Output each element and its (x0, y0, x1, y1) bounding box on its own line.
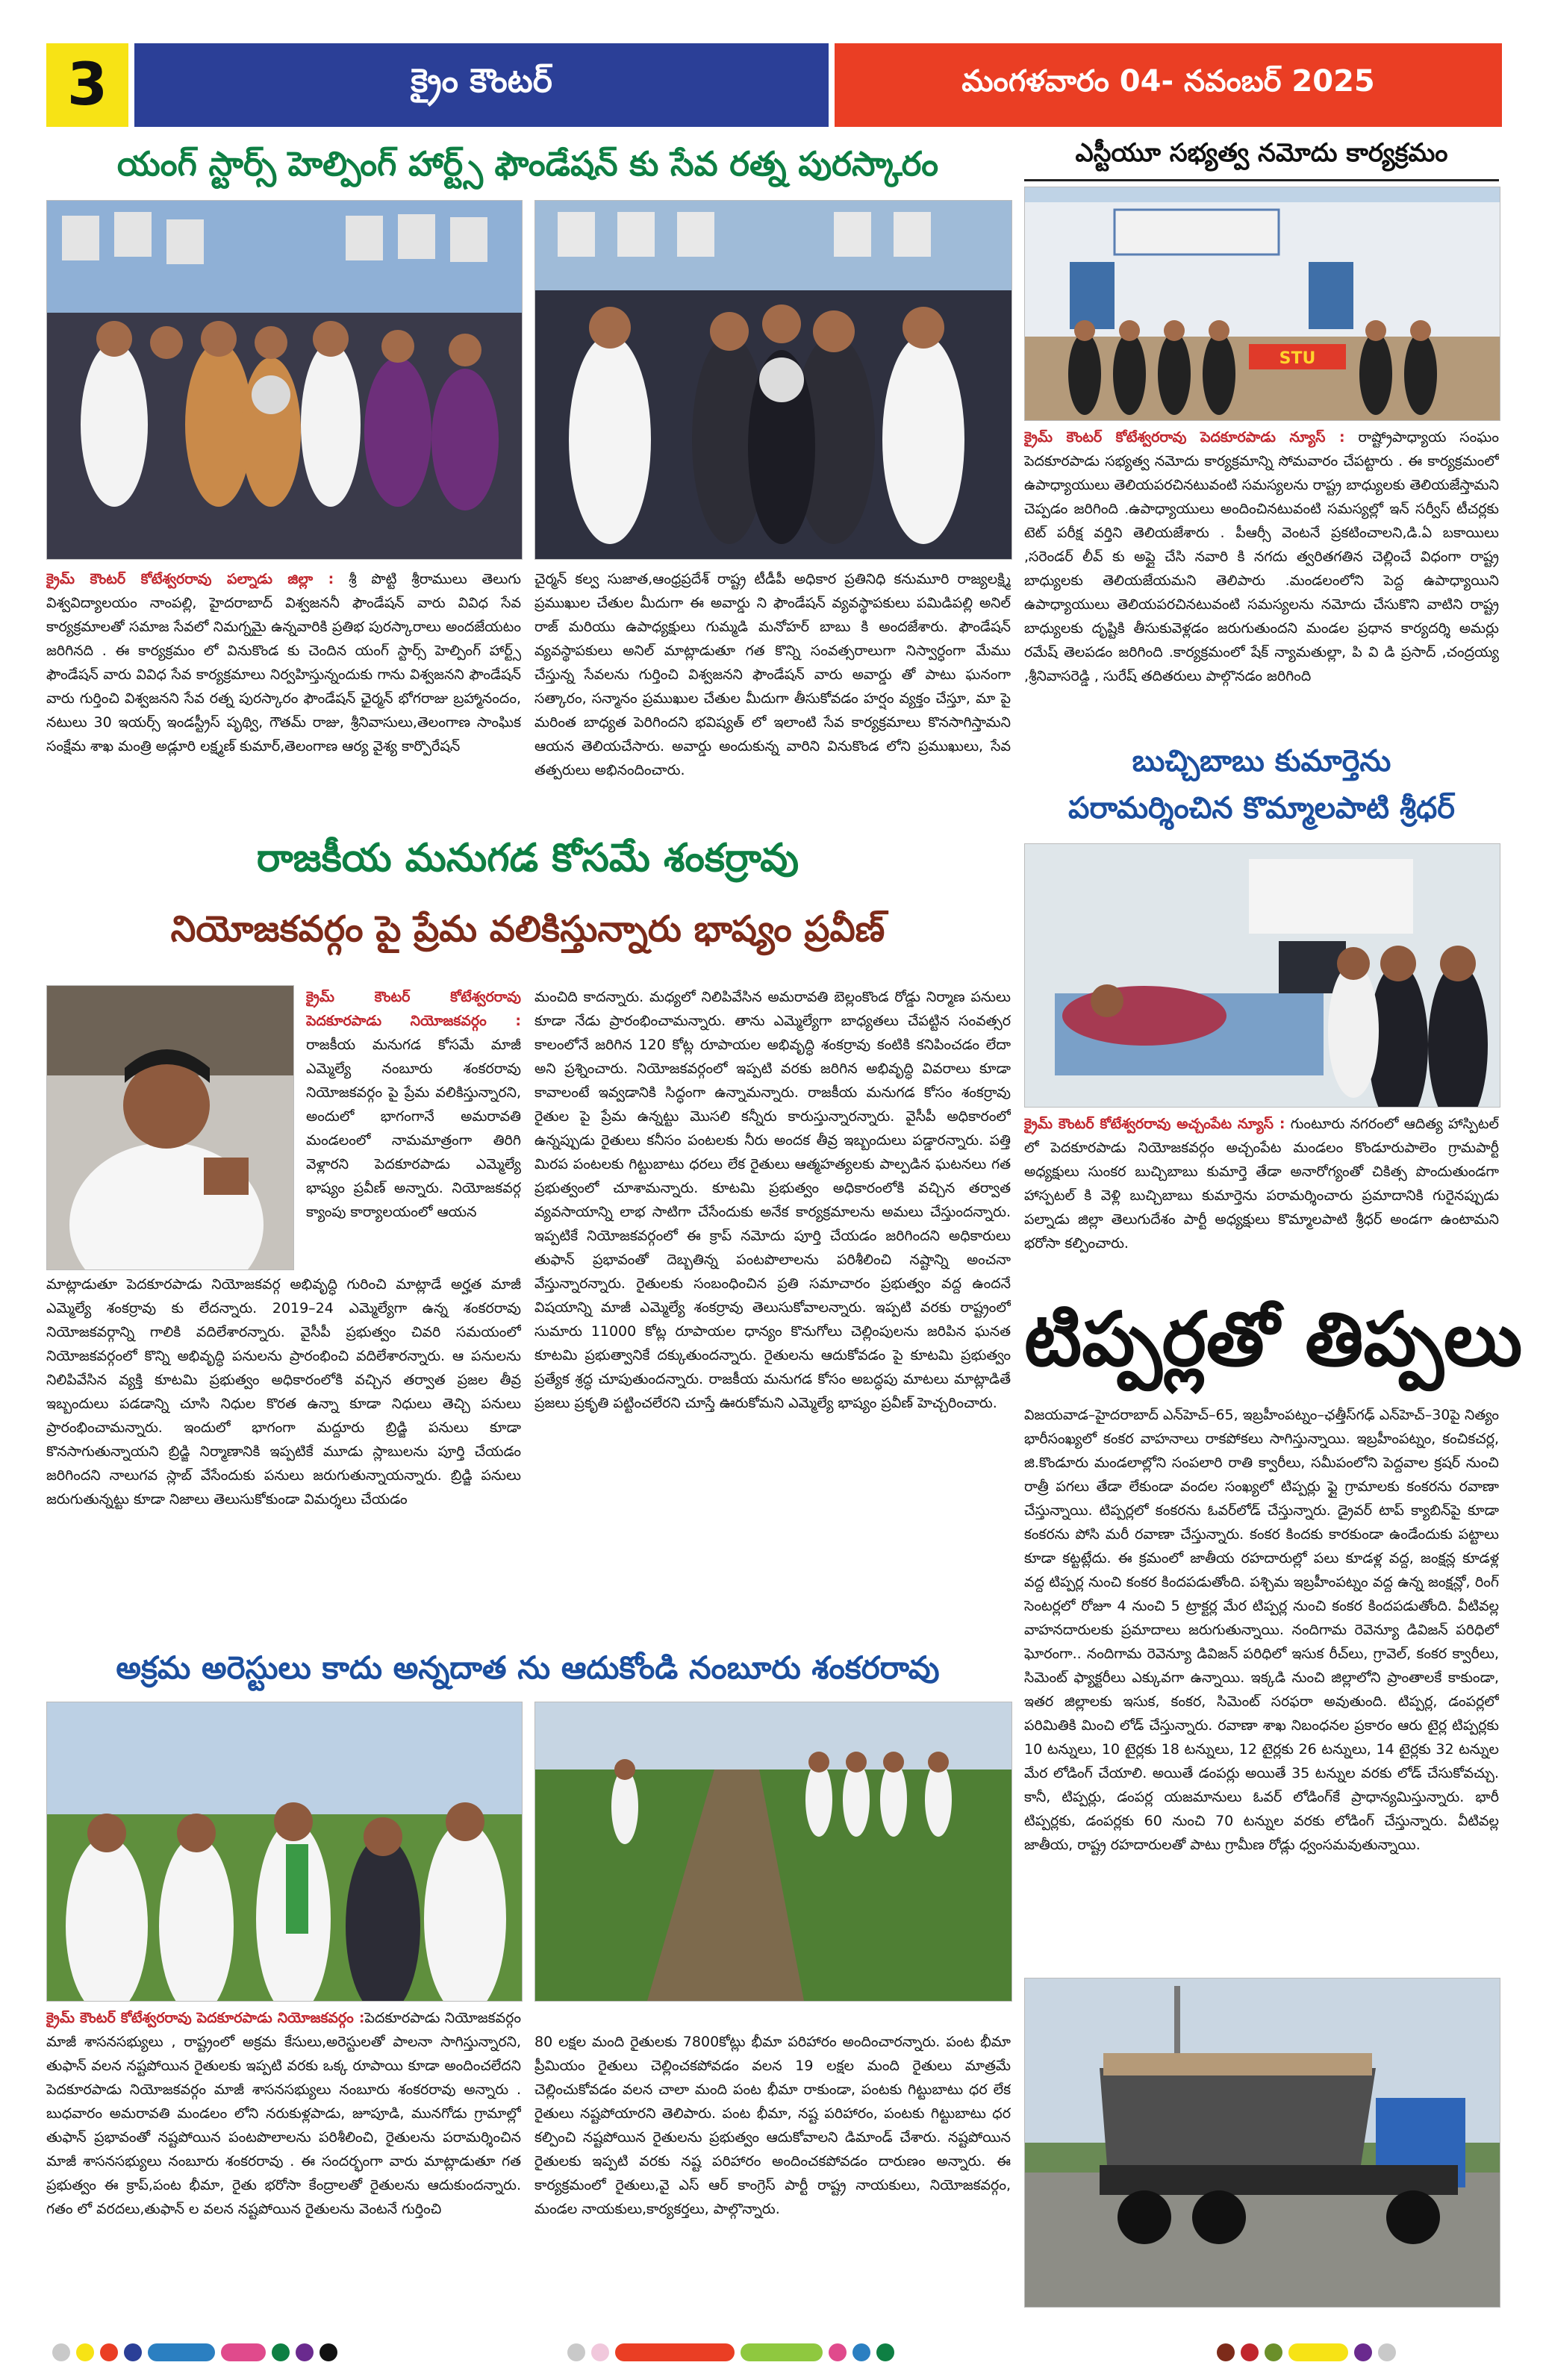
story5-photo (1024, 1978, 1500, 2308)
story2-text-body: రాష్ట్రోపాధ్యాయ సంఘం పెదకూరపాడు సభ్యత్వ నమోదు కార్యక్రమాన్ని సోమవారం చేపట్టారు . ఈ కార్యక్రమంలో ఉపాధ్యాయులు తెలియపరచినటువంటి సమస్యలను రాష్ట్ర బాధ్యులకు తెలియజేస్తామని చెప్పడం జరిగింది .ఉపాధ్యాయులు అందించినటువంటి సమస్యల్లో ఇన్ సర్వీస్ టీచర్లకు టెట్ పరీక్ష వర్తిని తెలియజేశారు . పీఆర్సీ వెంటనే ప్రకటించాలని,డి.ఏ బకాయిలు ,సరెండర్ లీవ్ కు అప్లై చేసి నవారి కి నగదు త్వరితగతిన చెల్లించే విధంగా రాష్ట్ర బాధ్యులకు తెలియజేయమని తెలిపారు .మండలంలోని పెద్ద ఉపాధ్యాయిని ఉపాధ్యాయులు తెలియపరచినటువంటి సమస్యలను నమోదు చేసుకొని వాటిని రాష్ట్ర బాధ్యులకు దృష్టికి తీసుకువెళ్లడం జరుగుతుందని మండల ప్రధాన కార్యదర్శి అమర్లు రమేష్ తెలపడం జరిగింది .కార్యక్రమంలో షేక్ న్యామతుల్లా, పి వి డి ప్రసాద్ ,చంద్రయ్య ,శ్రీనివాసరెడ్డి , సురేష్ తదితరులు పాల్గొనడం జరిగింది (1024, 429, 1499, 684)
story3-headline-line1: రాజకీయ మనుగడ కోసమే శంకర్రావు (256, 836, 799, 881)
footer-color-strip-center (567, 2343, 894, 2361)
footer-color-strip-left (52, 2343, 337, 2361)
masthead (46, 43, 1502, 127)
story4-byline: క్రైమ్ కౌంటర్ కోటేశ్వరరావు అచ్చంపేట న్యూస్ : (1024, 1116, 1285, 1132)
story3-col2-text: మంచిది కాదన్నారు. మధ్యలో నిలిపివేసిన అమరావతి బెల్లంకొండ రోడ్డు నిర్మాణ పనులు కూడా నేడు ప్రారంభించామన్నారు. తాను ఎమ్మెల్యేగా బాధ్యతలు చేపట్టిన సంవత్సర కాలంలోనే జరిగిన 120 కోట్ల రూపాయల అభివృద్ధి శంకర్రావు కంటికి కనిపించడం లేదా అని ప్రశ్నించారు. నియోజకవర్గంలో ఇప్పటి వరకు జరిగిన అభివృద్ధి వివరాలు కూడా కావాలంటే ఇవ్వడానికి సిద్ధంగా ఉన్నామన్నారు. రాజకీయ మనుగడ కోసం శంకర్రావు రైతుల పై ప్రేమ ఉన్నట్టు మొసలి కన్నీరు కారుస్తున్నారన్నారు. వైసీపీ అధికారంలో ఉన్నప్పుడు రైతులు కనీసం పంటలకు నీరు అందక తీవ్ర ఇబ్బందులు పడ్డారన్నారు. పత్తి మిరప పంటలకు గిట్టుబాటు ధరలు లేక రైతులు ఆత్మహత్యలకు పాల్పడిన ఘటనలు గత ప్రభుత్వంలో చూశామన్నారు. కూటమి ప్రభుత్వం అధికారంలోకి వచ్చిన తర్వాత వ్యవసాయాన్ని లాభ సాటిగా చేసేందుకు అనేక కార్యక్రమాలను అమలు చేస్తుందన్నారు. ఇప్పటికే నియోజకవర్గంలో ఈ క్రాప్ నమోదు పూర్తి చేయడం జరిగిందని అధికారులు తుఫాన్ ప్రభావంతో దెబ్బతిన్న పంటపొలాలను పరిశీలించి నష్టాన్ని అంచనా వేస్తున్నారన్నారు. రైతులకు సంబంధించిన ప్రతి సమాచారం ప్రభుత్వం వద్ద ఉందనే విషయాన్ని మాజీ ఎమ్మెల్యే శంకర్రావు తెలుసుకోవాలన్నారు. ఇప్పటి వరకు రాష్ట్రంలో సుమారు 11000 కోట్ల రూపాయల ధాన్యం కొనుగోలు చెల్లింపులను జరిపిన ఘనత కూటమి ప్రభుత్వానికే దక్కుతుందన్నారు. రైతులను ఆదుకోవడం పై కూటమి ప్రభుత్వం ప్రత్యేక శ్రద్ధ చూపుతుందన్నారు. రాజకీయ మనుగడ కోసం అబద్ధపు మాటలు మాట్లాడితే ప్రజలు ప్రకృతి పట్టించలేరని చూస్తే ఊరుకోమని ఎమ్మెల్యే భాష్యం ప్రవీణ్ హెచ్చరించారు. (534, 989, 1011, 1411)
story1-col1 (46, 567, 521, 821)
story3-col1-wrap (306, 985, 521, 1269)
mla-portrait-illustration (47, 986, 293, 1269)
story1-byline: క్రైమ్ కౌంటర్ కోటేశ్వరరావు పల్నాడు జిల్లా : (46, 571, 334, 587)
stu-banner-text: STU (1279, 349, 1316, 368)
story3-col1-wrap-text: రాజకీయ మనుగడ కోసమే మాజీ ఎమ్మెల్యే నంబూరు శంకరరావు నియోజకవర్గం పై ప్రేమ వలికిస్తున్నారని, అందులో భాగంగానే అమరావతి మండలంలో నామమాత్రంగా తిరిగి వెళ్లారని పెదకూరపాడు ఎమ్మెల్యే భాష్యం ప్రవీణ్ అన్నారు. నియోజకవర్గ క్యాంపు కార్యాలయంలో ఆయన (306, 1037, 521, 1220)
dateline: మంగళవారం 04- నవంబర్ 2025 (835, 43, 1502, 127)
story6-byline: క్రైమ్ కౌంటర్ కోటేశ్వరరావు పెదకూరపాడు నియోజకవర్గం : (46, 2010, 365, 2026)
story3-col1-full-text: మాట్లాడుతూ పెదకూరపాడు నియోజకవర్గ అభివృద్ధి గురించి మాట్లాడే అర్హత మాజీ ఎమ్మెల్యే శంకర్రావు కు లేదన్నారు. 2019–24 ఎమ్మెల్యేగా ఉన్న శంకరరావు నియోజకవర్గాన్ని గాలికి వదిలేశారన్నారు. వైసీపీ ప్రభుత్వం చివరి సమయంలో నియోజకవర్గంలో కొన్ని అభివృద్ధి పనులను ప్రారంభించి వదిలేశారన్నారు. ఆ పనులను నిలిపివేసిన వ్యక్తి కూటమి ప్రభుత్వం అధికారంలోకి వచ్చిన తర్వాత ప్రజల తీవ్ర ఇబ్బందులు పడడాన్ని చూసి నిధుల కొరత ఉన్నా కూడా నిధులు తెచ్చి పనులు ప్రారంభించామన్నారు. ఇందులో భాగంగా మద్దూరు బ్రిడ్జి పనులు కూడా కొనసాగుతున్నాయని బ్రిడ్జి నిర్మాణానికి ఇప్పటికే మూడు స్లాబులను పూర్తి చేయడం జరిగిందని నాలుగవ స్లాబ్ వేసేందుకు పనులు జరుగుతున్నాయన్నారు. బ్రిడ్జి పనులు జరుగుతున్నట్టు కూడా నిజాలు తెలుసుకోకుండా విమర్శలు చేయడం (46, 1276, 521, 1508)
story6-col1 (46, 2006, 521, 2327)
story4-photo (1024, 843, 1500, 1108)
story1-col2-text: చైర్మన్ కల్వ సుజాత,ఆంధ్రప్రదేశ్ రాష్ట్ర టీడీపీ అధికార ప్రతినిధి కనుమూరి రాజ్యలక్ష్మి ప్రముఖుల చేతుల మీదుగా ఈ అవార్డు ని ఫౌండేషన్ వ్యవస్థాపకులు పమిడిపల్లి అనిల్ రాజ్ మరియు ఉపాధ్యక్షులు గుమ్మడి మనోహర్ బాబు కి అందజేశారు. ఫౌండేషన్ వ్యవస్థాపకులు అనిల్ మాట్లాడుతూ గత కొన్ని సంవత్సరాలుగా నిస్వార్ధంగా మేము చేస్తున్న సేవలను గుర్తించి విశ్వజనని ఫౌండేషన్ వారు అవార్డు తో పాటు ఘనంగా సత్కారం, సన్మానం ప్రముఖుల చేతుల మీదుగా తీసుకోవడం హర్షం వ్యక్తం చేస్తూ, మా పై మరింత బాధ్యత పెరిగిందని భవిష్యత్ లో ఇలాంటి సేవ కార్యక్రమాలు కొనసాగిస్తామని ఆయన తెలియచేసారు. అవార్డు అందుకున్న వారిని వినుకొండ లోని ప్రముఖులు, సేవ తత్పరులు అభినందించారు. (534, 571, 1011, 778)
field-visit-photo-illustration (47, 1702, 522, 2001)
story6-col1-text: పెదకూరపాడు నియోజకవర్గం మాజీ శాసనసభ్యులు , రాష్ట్రంలో అక్రమ కేసులు,అరెస్టులతో పాలనా సాగిస్తున్నారని, తుఫాన్ వలన నష్టపోయిన రైతులకు ఇప్పటి వరకు ఒక్క రూపాయి కూడా అందించలేదని పెదకూరపాడు నియోజకవర్గం మాజీ శాసనసభ్యులు నంబూరు శంకరరావు అన్నారు . బుధవారం అమరావతి మండలం లోని నరుకుళ్లపాడు, జూపూడి, మునగోడు గ్రామాల్లో తుఫాన్ ప్రభావంతో నష్టపోయిన పంటపొలాలను పరిశీలించి, రైతులను పరామర్శించిన మాజీ శాసనసభ్యులు నంబూరు శంకరరావు . ఈ సందర్భంగా వారు మాట్లాడుతూ గత ప్రభుత్వం ఈ క్రాప్,పంట భీమా, రైతు భరోసా కేంద్రాలతో రైతులను ఆదుకుందన్నారు. గతం లో వరదలు,తుఫాన్ ల వలన నష్టపోయిన రైతులను వెంటనే గుర్తించి (46, 2010, 521, 2217)
story6-headline: అక్రమ అరెస్టులు కాదు అన్నదాత ను ఆదుకోండి నంబూరు శంకరరావు (116, 1649, 940, 1686)
story6-col2 (534, 2030, 1011, 2329)
tipper-truck-illustration (1025, 1978, 1500, 2307)
story1-headline: యంగ్ స్టార్స్ హెల్పింగ్ హార్ట్స్ ఫౌండేషన్ కు సేవ రత్న పురస్కారం (116, 144, 939, 184)
story6-photo-right (534, 1702, 1012, 2002)
story2-divider (1024, 179, 1499, 181)
school-photo-illustration (1025, 187, 1500, 420)
page-number: 3 (46, 43, 128, 127)
story4-headline-line2: పరామర్శించిన కొమ్మాలపాటి శ్రీధర్ (1068, 791, 1455, 825)
story2-headline: ఎస్టీయూ సభ్యత్వ నమోదు కార్యక్రమం (1075, 138, 1448, 168)
story2-text (1024, 425, 1499, 731)
story4-text (1024, 1112, 1499, 1261)
story4-text-body: గుంటూరు నగరంలో ఆదిత్య హాస్పిటల్ లో పెదకూరపాడు నియోజకవర్గం అచ్చంపేట మండలం కొండూరుపాలెం గ్రామపార్టీ అధ్యక్షులు సుంకర బుచ్చిబాబు కుమార్తె తేడా అనారోగ్యంతో చికిత్స పొందుతుండగా హాస్పటల్ కి వెళ్లి బుచ్చిబాబు కుమార్తెను పరామర్శించారు ప్రమాదానికి గురైనప్పుడు పల్నాడు జిల్లా తెలుగుదేశం పార్టీ అధ్యక్షులు కొమ్మాలపాటి శ్రీధర్ అండగా ఉంటామని భరోసా కల్పించారు. (1024, 1116, 1499, 1252)
cotton-field-photo-illustration (535, 1702, 1011, 2001)
story1-photo-right (534, 200, 1012, 560)
story4-headline-line1: బుచ్చిబాబు కుమార్తెను (1132, 744, 1391, 778)
story2-photo (1024, 187, 1500, 421)
newspaper-title: క్రైం కౌంటర్ (134, 43, 829, 127)
story5-text (1024, 1403, 1499, 1970)
story6-col2-text: 80 లక్షల మంది రైతులకు 7800కోట్లు భీమా పరిహారం అందించారన్నారు. పంట భీమా ప్రీమియం రైతులు చెల్లించకపోవడం వలన 19 లక్షల మంది రైతులు మాత్రమే చెల్లించుకోవడం వలన చాలా మంది పంట భీమా రాకుండా, పంటకు గిట్టుబాటు ధర లేక రైతులు నష్టపోయారని తెలిపారు. పంట భీమా, నష్ట పరిహారం, పంటకు గిట్టుబాటు ధర కల్పించి నష్టపోయిన రైతులను ప్రభుత్వం ఆదుకోవాలని డిమాండ్ చేశారు. నష్టపోయిన రైతులకు ఇప్పటి వరకు నష్ట పరిహారం అందించకపోవడం దారుణం అన్నారు. ఈ కార్యక్రమంలో రైతులు,వై ఎస్ ఆర్ కాంగ్రెస్ పార్టీ రాష్ట్ర నాయకులు, నియోజకవర్గం, మండల నాయకులు,కార్యకర్తలు, పాల్గొన్నారు. (534, 2034, 1011, 2217)
story2-byline: క్రైమ్ కౌంటర్ కోటేశ్వరరావు పెదకూరపాడు న్యూస్ : (1024, 429, 1345, 446)
footer-color-strip-right (1217, 2343, 1396, 2361)
award-photo-illustration (535, 201, 1011, 559)
story1-col2 (534, 567, 1011, 821)
story3-col2 (534, 985, 1011, 1627)
story5-headline: టిప్పర్లతో తిప్పలు (1024, 1296, 1523, 1383)
story3-byline: క్రైమ్ కౌంటర్ కోటేశ్వరరావు పెదకూరపాడు నియోజకవర్గం : (306, 989, 521, 1029)
group-photo-illustration (47, 201, 522, 559)
story1-col1-text: శ్రీ పొట్టి శ్రీరాములు తెలుగు విశ్వవిద్యాలయం నాంపల్లి, హైదరాబాద్ విశ్వజననీ ఫౌండేషన్ వారు వివిధ సేవ కార్యక్రమాలతో సమాజ సేవలో నిమగ్నమై ఉన్నవారికి ప్రతిభ పురస్కారాలు అందజేయటం జరిగినది . ఈ కార్యక్రమం లో వినుకొండ కు చెందిన యంగ్ స్టార్స్ హెల్పింగ్ హార్ట్స్ ఫౌండేషన్ వారు వివిధ సేవ కార్యక్రమాలు నిర్వహిస్తున్నందుకు గాను విశ్వజనని ఫౌండేషన్ వారు గుర్తించి విశ్వజనని సేవ రత్న పురస్కారం ఫౌండేషన్ ఛైర్మన్ భోగరాజు బ్రహ్మానందం, నటులు 30 ఇయర్స్ ఇండస్ట్రీస్ పృథ్వి, గౌతమ్ రాజు, శ్రీనివాసులు,తెలంగాణ సాంఘిక సంక్షేమ శాఖ మంత్రి అడ్లూరి లక్ష్మణ్ కుమార్,తెలంగాణ ఆర్య వైశ్య కార్పొరేషన్ (46, 571, 521, 755)
story3-photo (46, 985, 294, 1270)
story1-photo-left (46, 200, 523, 560)
hospital-photo-illustration (1025, 844, 1500, 1107)
story3-col1-full (46, 1272, 521, 1623)
story5-text-body: విజయవాడ–హైదరాబాద్ ఎన్‌హెచ్–65, ఇబ్రహీంపట్నం–ఛత్తీస్‌గఢ్ ఎన్‌హెచ్–30పై నిత్యం భారీసంఖ్యలో కంకర వాహనాలు రాకపోకలు సాగిస్తున్నాయి. ఇబ్రహీంపట్నం, కంచికచర్ల, జి.కొండూరు మండలాల్లోని సంపలారి రాతి క్వారీలు, సమీపంలోని పెద్దవాల క్రషర్ నుంచి రాత్రీ పగలు తేడా లేకుండా వందల సంఖ్యలో టిప్పర్లు ఫ్లై గ్రామాలకు కంకరను రవాణా చేస్తున్నాయి. టిప్పర్లలో కంకరను ఓవర్‌లోడ్‌ చేస్తున్నారు. డ్రైవర్ టాప్ క్యాబిన్‌పై కూడా కంకరను పోసి మరీ రవాణా చేస్తున్నారు. కంకర కిందకు కారకుండా ఉండేందుకు పట్టాలు కూడా కట్టట్లేదు. ఈ క్రమంలో జాతీయ రహదారుల్లో పలు కూడళ్ల వద్ద, జంక్షన్ల కూడళ్ల వద్ద టిప్పర్ల నుంచి కంకర కిందపడుతోంది. పశ్చిమ ఇబ్రహీంపట్నం వద్ద ఉన్న జంక్షన్లో, రింగ్ సెంటర్లలో రోజూ 4 నుంచి 5 ట్రాక్టర్ల మేర టిప్పర్ల నుంచి కంకర కిందపడుతోంది. వీటివల్ల వాహనదారులకు ప్రమాదాలు జరుగుతున్నాయి. నందిగామ రెవెన్యూ డివిజన్ పరిధిలో ఘోరంగా.. నందిగామ రెవెన్యూ డివిజన్ పరిధిలో ఇసుక రీచ్‌లు, గ్రావెల్, కంకర క్వారీలు, సిమెంట్ ఫ్యాక్టరీలు ఎక్కువగా ఉన్నాయి. ఇక్కడి నుంచి జిల్లాలోని ప్రాంతాలకే కాకుండా, ఇతర జిల్లాలకు ఇసుక, కంకర, సిమెంట్ సరఫరా అవుతుంది. టిప్పర్ల, డంపర్లలో పరిమితికి మించి లోడ్ చేస్తున్నారు. రవాణా శాఖ నిబంధనల ప్రకారం ఆరు టైర్ల టిప్పర్లకు 10 టన్నులు, 10 టైర్లకు 18 టన్నులు, 12 టైర్లకు 26 టన్నులు, 14 టైర్లకు 32 టన్నుల మేర లోడింగ్ చేయాలి. అయితే డంపర్లు అయితే 35 టన్నుల వరకు లోడ్ చేసుకోవచ్చు. కానీ, టిప్పర్లు, డంపర్ల యజమానులు ఓవర్ లోడింగ్‌కే ప్రాధాన్యమిస్తున్నారు. భారీ టిప్పర్లకు, డంపర్లకు 60 నుంచి 70 టన్నుల వరకు లోడింగ్ చేస్తున్నారు. వీటివల్ల జాతీయ, రాష్ట్ర రహదారులతో పాటు గ్రామీణ రోడ్లు ధ్వంసమవుతున్నాయి. (1024, 1407, 1499, 1853)
story6-photo-left (46, 1702, 523, 2002)
story3-headline-line2: నియోజకవర్గం పై ప్రేమ వలికిస్తున్నారు భాష్యం ప్రవీణ్ (170, 908, 885, 950)
